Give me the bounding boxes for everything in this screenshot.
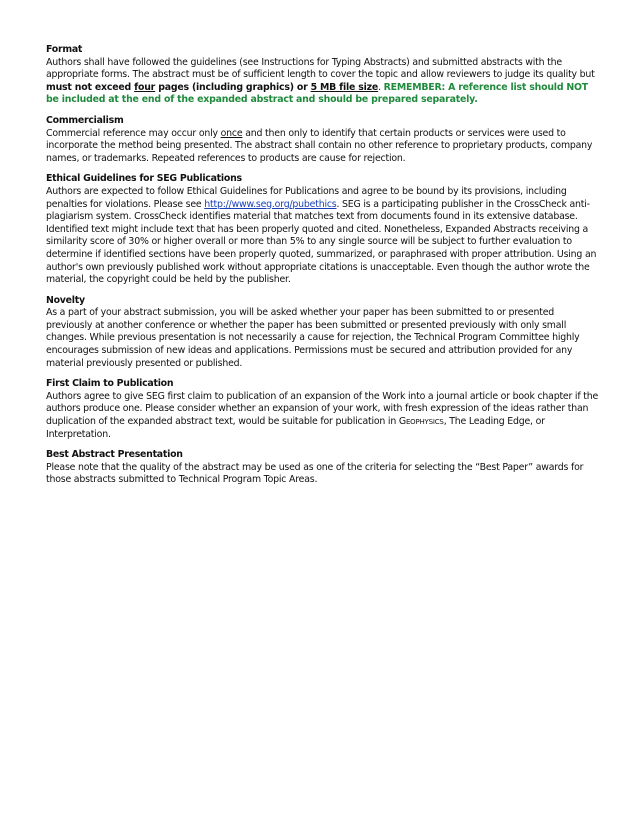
first-claim-section [46,378,598,441]
first-claim-text-1: Authors agree to give SEG first claim to publication of an expansion of the Work into a journal article or book chapter if the authors produce one. Please consider whether an expansion of your work, with fresh expression of the ideas rather than duplication of the expanded abstract text, would be suitable for publication in [46,390,599,428]
ethics-section [46,173,598,286]
pubethics-link[interactable]: http://www.seg.org/pubethics [204,198,337,210]
format-page-limit: four [134,81,156,93]
format-text-1: Authors shall have followed the guidelines (see Instructions for Typing Abstracts) and submitted abstracts with the appropriate forms. The abstract must be of sufficient length to cover the topic and allow reviewers to judge its quality but [46,56,595,81]
commercialism-body [46,128,598,166]
best-abstract-body: Please note that the quality of the abstract may be used as one of the criteria for selecting the “Best Paper” awards for those abstracts submitted to Technical Program Topic Areas. [46,461,584,486]
commercialism-text-1: Commercial reference may occur only [46,127,221,139]
commercialism-text-3: and then only to identify that certain products or services were used to incorporate the method being presented. The abstract shall contain no other reference to proprietary products, company names, or trademarks. Repeated references to products are cause for rejection. [46,127,593,164]
format-text-6: . [378,81,384,93]
novelty-heading: Novelty [46,294,85,306]
ethics-text-2: . SEG is a participating publisher in the CrossCheck anti-plagiarism system. CrossCheck identifies material that matches text from documents found in its extensive database. Identified text might include text that has been properly quoted and cited. Nonetheless, Expanded Abstracts receiving a similarity score of 30% or higher overall or more than 5% to any single source will be subject to further evaluation to determine if identified sections have been properly quoted, summarized, or paraphrased with proper attribution. Using an author's own previously published work without appropriate citations is unacceptable. Even though the author wrote the material, the copyright could be held by the publisher. [46,198,597,286]
best-abstract-section [46,449,598,487]
first-claim-heading: First Claim to Publication [46,378,174,390]
ethics-heading: Ethical Guidelines for SEG Publications [46,173,242,185]
format-body [46,57,598,107]
format-reminder: REMEMBER: A reference list should NOT be included at the end of the expanded abstract and should be prepared separately. [46,81,589,106]
novelty-section [46,295,598,371]
format-heading: Format [46,44,83,55]
commercialism-once: once [220,127,243,139]
commercialism-section [46,115,598,165]
first-claim-body [46,391,598,441]
format-file-size: 5 MB file size [310,81,379,93]
format-text-4: pages (including graphics) or [155,81,311,93]
novelty-body: As a part of your abstract submission, you will be asked whether your paper has been submitted to or presented previously at another conference or whether the paper has been submitted or presented previously with only small changes. While previous presentation is not necessarily a cause for rejection, the Technical Program Committee highly encourages submission of new ideas and applications. Permissions must be secured and attribution provided for any material previously presented or published. [46,307,580,369]
first-claim-text-2: , The Leading Edge, or Interpretation. [46,416,545,440]
format-text-2: must not exceed [46,81,135,93]
format-section [46,44,598,107]
commercialism-heading: Commercialism [46,114,124,126]
geophysics-journal-name: Geophysics [398,416,444,428]
ethics-text-1: Authors are expected to follow Ethical Guidelines for Publications and agree to be bound by its provisions, including penalties for violations. Please see [46,185,567,210]
ethics-body [46,186,598,287]
best-abstract-heading: Best Abstract Presentation [46,449,183,461]
